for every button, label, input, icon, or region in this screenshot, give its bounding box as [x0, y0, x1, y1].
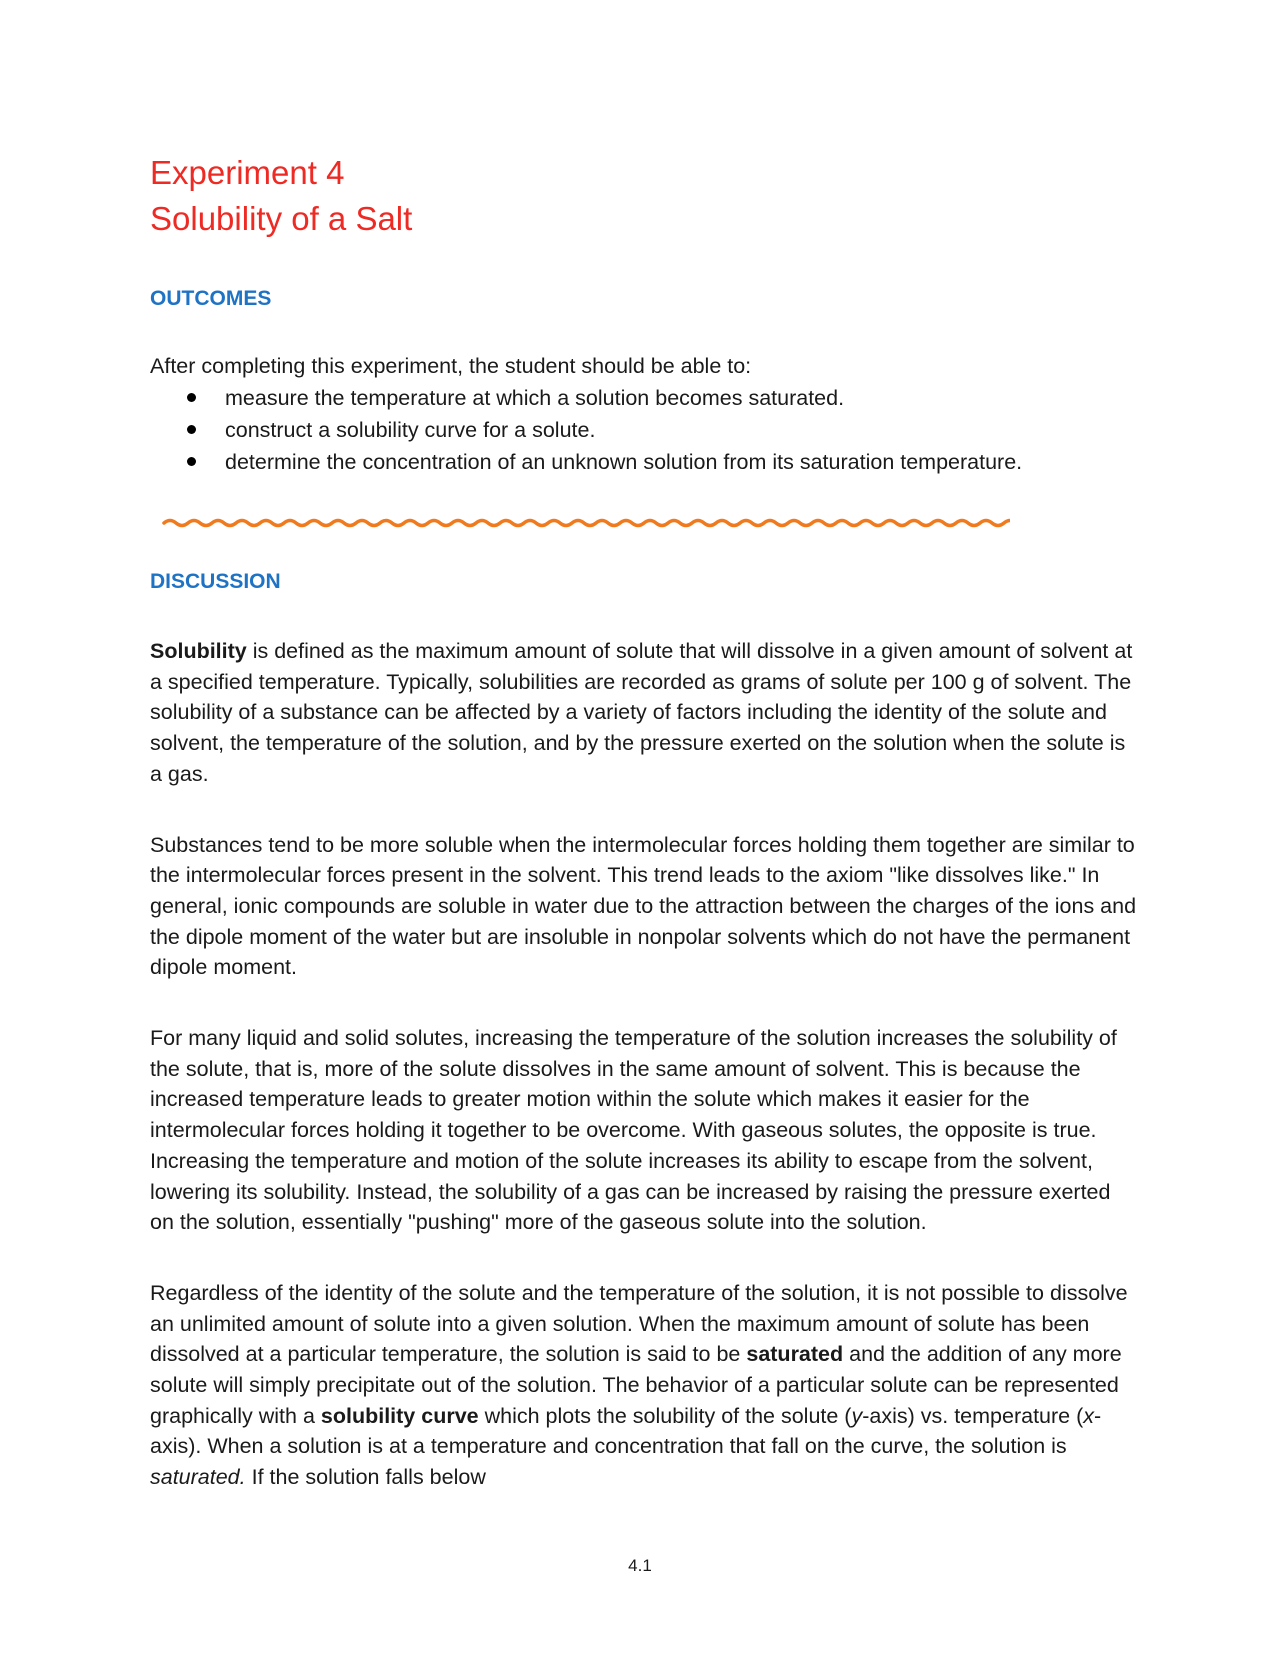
term-solubility-curve: solubility curve: [320, 1403, 479, 1428]
discussion-paragraph-1: Solubility is defined as the maximum amount of solute that will dissolve in a given amount of solvent at a specified temperature. Typically, solubilities are recorded as grams of solute per 100 g of solvent. The solubility of a substance can be affected by a variety of factors including the identity of the solute and solvent, the temperature of the solution, and by the pressure exerted on the solution when the solute is a gas.: [150, 639, 1133, 786]
outcomes-list: [150, 382, 1140, 478]
term-solubility: Solubility: [150, 639, 247, 663]
term-saturated: saturated: [746, 1342, 844, 1367]
bullet-icon: [187, 457, 196, 466]
experiment-title: [150, 150, 1140, 242]
discussion-paragraph-2: Substances tend to be more soluble when the intermolecular forces holding them together are similar to the intermolecular forces present in the solvent. This trend leads to the axiom "like dissolves like." In general, ionic compounds are soluble in water due to the attraction between the charges of the ions and the dipole moment of the water but are insoluble in nonpolar solvents which do not have the permanent dipole moment.: [150, 832, 1137, 980]
experiment-name: Solubility of a Salt: [150, 200, 413, 237]
list-item: measure the temperature at which a solution becomes saturated.: [150, 382, 1140, 414]
document-page: [150, 150, 1140, 1493]
list-item: determine the concentration of an unknown solution from its saturation temperature.: [150, 446, 1140, 478]
term-saturated-italic: saturated.: [150, 1465, 246, 1490]
bullet-icon: [187, 425, 196, 434]
discussion-paragraph-4: Regardless of the identity of the solute and the temperature of the solution, it is not possible to dissolve an unlimited amount of solute into a given solution. When the maximum amount of solute has been dissolved at a particular temperature, the solution is said to be saturated and the addition of any more solute will simply precipitate out of the solution. The behavior of a particular solute can be represented graphically with a solubility curve which plots the solubility of the solute (y-axis) vs. temperature (x-axis). When a solution is at a temperature and concentration that fall on the curve, the solution is saturated. If the solution falls below: [150, 1280, 1128, 1490]
wavy-divider: [160, 516, 1010, 528]
experiment-number: Experiment 4: [150, 154, 345, 191]
list-item: construct a solubility curve for a solute.: [150, 414, 1140, 446]
outcomes-intro: After completing this experiment, the student should be able to:: [150, 354, 752, 378]
discussion-paragraph-3: For many liquid and solid solutes, increasing the temperature of the solution increases the solubility of the solute, that is, more of the solute dissolves in the same amount of solvent. This is because the increased temperature leads to greater motion within the solute which makes it easier for the intermolecular forces holding it together to be overcome. With gaseous solutes, the opposite is true. Increasing the temperature and motion of the solute increases its ability to escape from the solvent, lowering its solubility. Instead, the solubility of a gas can be increased by raising the pressure exerted on the solution, essentially "pushing" more of the gaseous solute into the solution.: [150, 1026, 1117, 1235]
discussion-heading: DISCUSSION: [150, 570, 281, 593]
page-number: 4.1: [628, 1556, 652, 1575]
bullet-icon: [187, 393, 196, 402]
outcomes-heading: OUTCOMES: [150, 287, 272, 310]
